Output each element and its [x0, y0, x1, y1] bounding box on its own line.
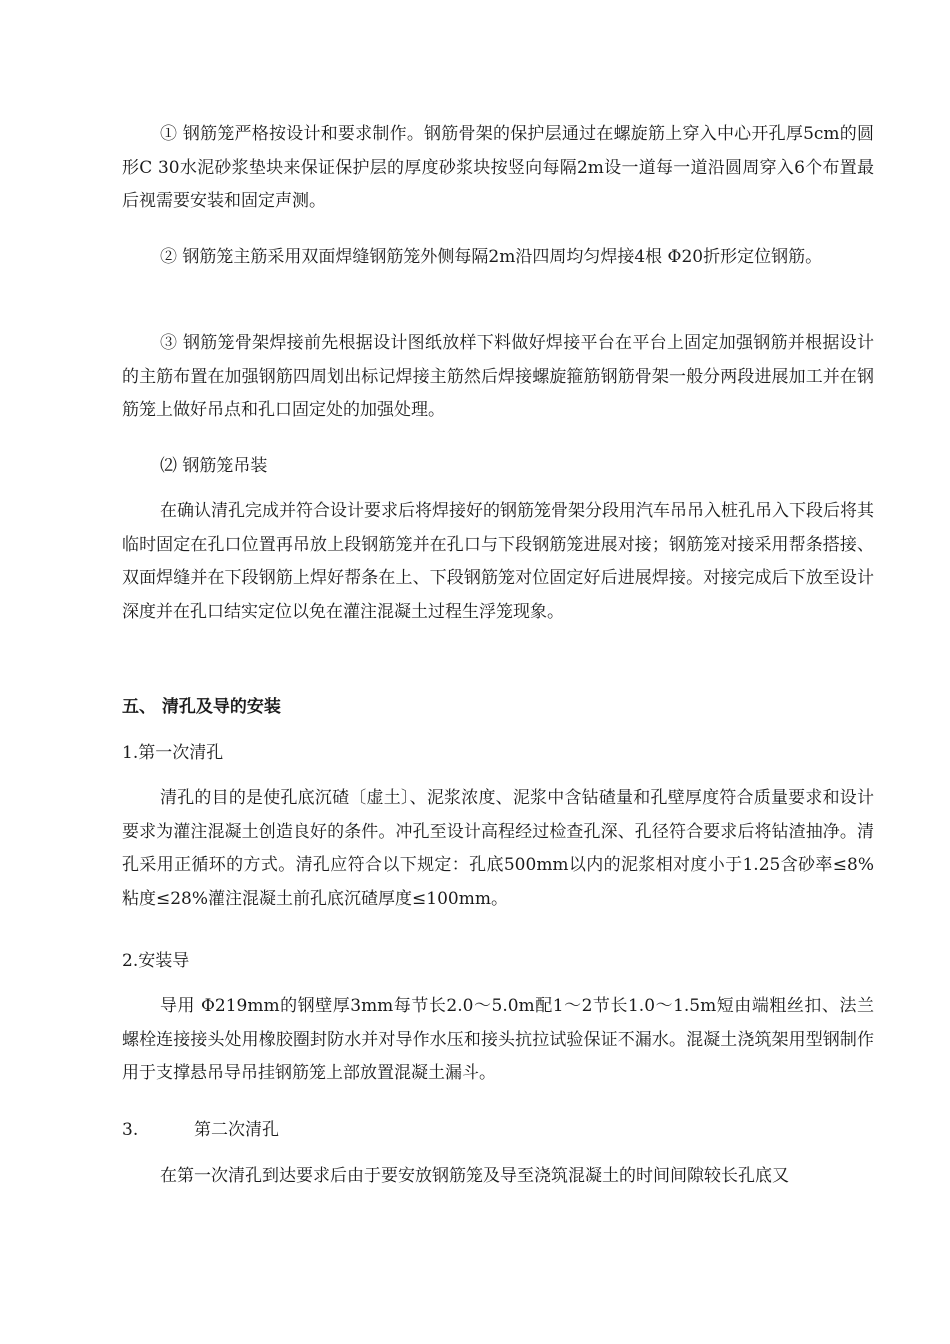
subheading-second-cleaning — [122, 1114, 874, 1148]
paragraph-skeleton-welding: ③ 钢筋笼骨架焊接前先根据设计图纸放样下料做好焊接平台在平台上固定加强钢筋并根据设计的主筋布置在加强钢筋四周划出标记焊接主筋然后焊接螺旋箍筋钢筋骨架一般分两段进展加工并在钢筋笼上做好吊点和孔口固定处的加强处理。 — [122, 333, 874, 420]
subheading-number: 3. — [122, 1120, 139, 1140]
paragraph-install-pipe: 导用 Φ219mm的钢壁厚3mm每节长2.0～5.0m配1～2节长1.0～1.5m短由端粗丝扣、法兰螺栓连接接头处用橡胶圈封防水并对导作水压和接头抗拉试验保证不漏水。混凝土浇筑架用型钢制作用于支撑悬吊导吊挂钢筋笼上部放置混凝土漏斗。 — [122, 996, 874, 1083]
subheading-install-pipe: 2.安装导 — [122, 951, 190, 971]
paragraph-second-cleaning: 在第一次清孔到达要求后由于要安放钢筋笼及导至浇筑混凝土的时间间隙较长孔底又 — [160, 1166, 789, 1186]
paragraph-first-cleaning: 清孔的目的是使孔底沉碴〔虚土〕、泥浆浓度、泥浆中含钻碴量和孔壁厚度符合质量要求和设计要求为灌注混凝土创造良好的条件。冲孔至设计高程经过检查孔深、孔径符合要求后将钻渣抽净。清孔采用正循环的方式。清孔应符合以下规定：孔底500mm以内的泥浆相对度小于1.25含砂率≤8%粘度≤28%灌注混凝土前孔底沉碴厚度≤100mm。 — [122, 788, 874, 909]
paragraph-main-bar-welding: ② 钢筋笼主筋采用双面焊缝钢筋笼外侧每隔2m沿四周均匀焊接4根 Φ20折形定位钢筋。 — [160, 247, 823, 267]
subheading-title: 第二次清孔 — [194, 1120, 279, 1140]
paragraph-rebar-cage-fabrication: ① 钢筋笼严格按设计和要求制作。钢筋骨架的保护层通过在螺旋筋上穿入中心开孔厚5cm的圆形C 30水泥砂浆垫块来保证保护层的厚度砂浆块按竖向每隔2m设一道每一道沿圆周穿入6个布置最后视需要安装和固定声测。 — [122, 124, 874, 211]
subheading-first-cleaning: 1.第一次清孔 — [122, 743, 224, 763]
paragraph-cage-hoisting: 在确认清孔完成并符合设计要求后将焊接好的钢筋笼骨架分段用汽车吊吊入桩孔吊入下段后将其临时固定在孔口位置再吊放上段钢筋笼并在孔口与下段钢筋笼进展对接；钢筋笼对接采用帮条搭接、双面焊缝并在下段钢筋上焊好帮条在上、下段钢筋笼对位固定好后进展焊接。对接完成后下放至设计深度并在孔口结实定位以免在灌注混凝土过程生浮笼现象。 — [122, 501, 874, 622]
subheading-cage-hoisting: ⑵ 钢筋笼吊装 — [160, 456, 268, 476]
section-heading-hole-cleaning: 五、 清孔及导的安装 — [122, 697, 281, 717]
